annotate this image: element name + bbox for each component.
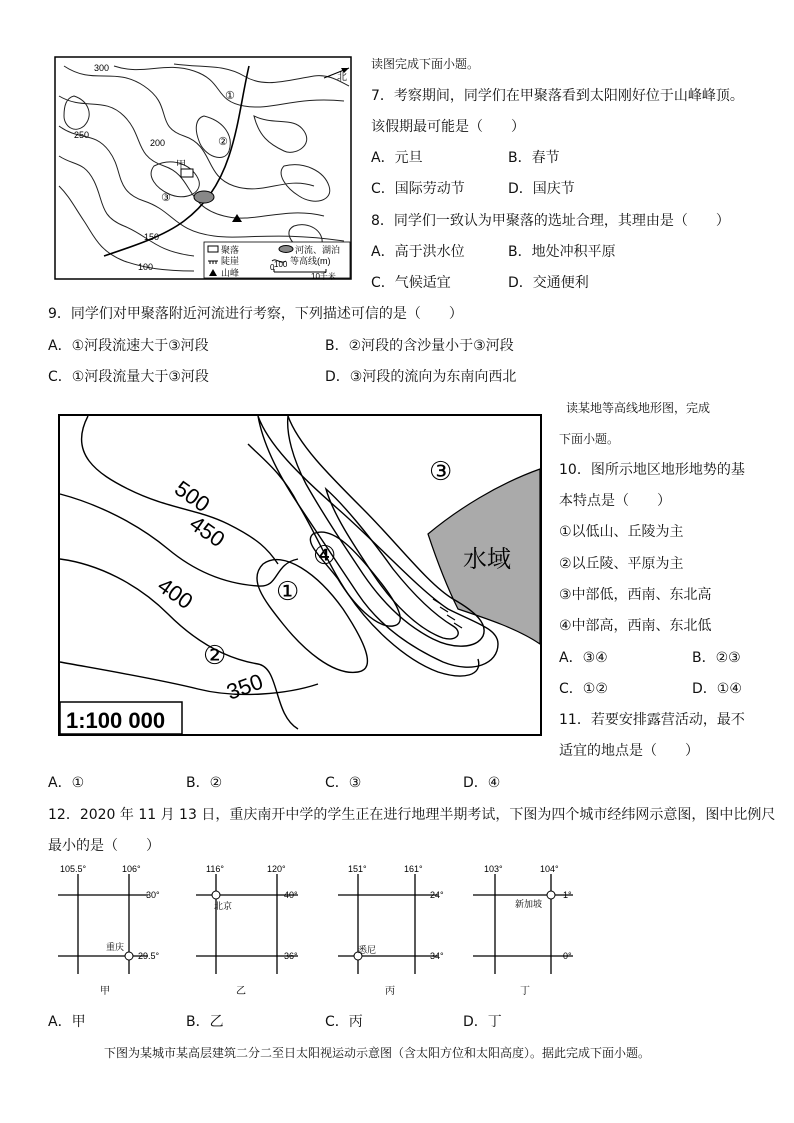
grid4-lat1: 1° bbox=[563, 890, 572, 900]
grid1-label: 甲 bbox=[100, 986, 110, 997]
q10-stem-line1: 10．图所示地区地形地势的基 bbox=[559, 462, 745, 478]
grid2-city: 北京 bbox=[214, 901, 233, 911]
q11-option-c[interactable]: C．③ bbox=[325, 775, 362, 791]
legend-contour: 等高线(m) bbox=[290, 256, 331, 266]
q8-option-b[interactable]: B．地处冲积平原 bbox=[508, 244, 616, 260]
contour-400-label: 400 bbox=[153, 572, 198, 615]
contour-350-label: 350 bbox=[223, 668, 267, 705]
legend-settlement: 聚落 bbox=[221, 245, 240, 255]
contour-100-label: 100 bbox=[138, 262, 154, 272]
q7-option-d[interactable]: D．国庆节 bbox=[508, 181, 575, 197]
grid1-city: 重庆 bbox=[106, 942, 125, 952]
q12-option-c[interactable]: C．丙 bbox=[325, 1014, 363, 1030]
q10-statement-4: ④中部高，西南、东北低 bbox=[559, 618, 712, 634]
grid4-lat2: 0° bbox=[563, 951, 572, 961]
q10-intro-line1: 读某地等高线地形图，完成 bbox=[566, 401, 711, 415]
grid4-city: 新加坡 bbox=[515, 899, 543, 909]
q7-stem-line2: 该假期最可能是（ ） bbox=[371, 119, 525, 135]
grid3-lon2: 161° bbox=[404, 864, 423, 874]
north-label: 北 bbox=[337, 72, 347, 83]
topographic-map-2 bbox=[58, 414, 542, 736]
contour-250-label: 250 bbox=[74, 130, 90, 140]
q8-option-a[interactable]: A．高于洪水位 bbox=[371, 244, 465, 260]
q11-option-a[interactable]: A．① bbox=[48, 775, 85, 791]
legend-peak: 山峰 bbox=[221, 268, 240, 278]
grid3-city: 悉尼 bbox=[358, 945, 377, 955]
village-jia-label: 甲 bbox=[176, 160, 186, 171]
q8-option-c[interactable]: C．气候适宜 bbox=[371, 275, 451, 291]
q11-stem-line2: 适宜的地点是（ ） bbox=[559, 743, 699, 759]
grid3-lon1: 151° bbox=[348, 864, 367, 874]
q11-option-b[interactable]: B．② bbox=[186, 775, 223, 791]
q12-option-b[interactable]: B．乙 bbox=[186, 1014, 224, 1030]
legend-scale-end: 10千米 bbox=[311, 272, 336, 280]
q9-option-b[interactable]: B．②河段的含沙量小于③河段 bbox=[325, 338, 514, 354]
q10-statement-2: ②以丘陵、平原为主 bbox=[559, 556, 684, 572]
marker-3: ③ bbox=[161, 192, 171, 204]
contour-150-label: 150 bbox=[144, 232, 160, 242]
q11-option-d[interactable]: D．④ bbox=[463, 775, 501, 791]
marker-1: ① bbox=[225, 90, 235, 102]
marker-2: ② bbox=[203, 640, 227, 670]
q9-option-a[interactable]: A．①河段流速大于③河段 bbox=[48, 338, 209, 354]
grid2-lat1: 40° bbox=[284, 890, 298, 900]
marker-3: ③ bbox=[429, 456, 453, 486]
q8-stem: 8．同学们一致认为甲聚落的选址合理，其理由是（ ） bbox=[371, 213, 730, 229]
legend-contour-sample: 100 bbox=[274, 260, 288, 269]
scale-label: 1:100 000 bbox=[66, 708, 166, 733]
marker-2: ② bbox=[218, 136, 228, 148]
next-question-intro: 下图为某城市某高层建筑二分二至日太阳视运动示意图（含太阳方位和太阳高度）。据此完成下面小题。 bbox=[104, 1046, 651, 1060]
q12-stem-line1: 12．2020 年 11 月 13 日，重庆南开中学的学生正在进行地理半期考试，下图为四个城市经纬网示意图，图中比例尺 bbox=[48, 807, 776, 823]
q7-option-c[interactable]: C．国际劳动节 bbox=[371, 181, 465, 197]
q7-option-a[interactable]: A．元旦 bbox=[371, 150, 423, 166]
grid2-lat2: 36° bbox=[284, 951, 298, 961]
marker-1: ① bbox=[276, 576, 300, 606]
grid3-lat1: 24° bbox=[430, 890, 444, 900]
q10-option-c[interactable]: C．①② bbox=[559, 681, 608, 697]
contour-450-label: 450 bbox=[185, 510, 230, 553]
q10-option-b[interactable]: B．②③ bbox=[692, 650, 741, 666]
q12-option-a[interactable]: A．甲 bbox=[48, 1014, 86, 1030]
q10-intro-line2: 下面小题。 bbox=[559, 432, 620, 446]
legend-cliff: 陡崖 bbox=[221, 256, 240, 266]
grid1-lat2: 29.5° bbox=[138, 951, 160, 961]
q7-option-b[interactable]: B．春节 bbox=[508, 150, 560, 166]
q11-stem-line1: 11．若要安排露营活动，最不 bbox=[559, 712, 745, 728]
grid1-lon1: 105.5° bbox=[60, 864, 87, 874]
grid2-label: 乙 bbox=[236, 986, 246, 997]
marker-4: ④ bbox=[313, 540, 337, 570]
grid4-label: 丁 bbox=[520, 986, 530, 997]
graticule-grids bbox=[48, 862, 608, 1000]
q12-option-d[interactable]: D．丁 bbox=[463, 1014, 502, 1030]
contour-500-label: 500 bbox=[170, 475, 215, 518]
grid2-lon1: 116° bbox=[206, 864, 224, 874]
contour-200-label: 200 bbox=[150, 138, 166, 148]
water-label: 水域 bbox=[463, 546, 511, 573]
q7-intro: 读图完成下面小题。 bbox=[371, 57, 480, 71]
q8-option-d[interactable]: D．交通便利 bbox=[508, 275, 589, 291]
q10-statement-1: ①以低山、丘陵为主 bbox=[559, 524, 684, 540]
q12-stem-line2: 最小的是（ ） bbox=[48, 838, 160, 854]
topographic-map-1 bbox=[54, 56, 352, 280]
grid3-lat2: 34° bbox=[430, 951, 444, 961]
q10-option-d[interactable]: D．①④ bbox=[692, 681, 742, 697]
q10-option-a[interactable]: A．③④ bbox=[559, 650, 608, 666]
q9-option-c[interactable]: C．①河段流量大于③河段 bbox=[48, 369, 209, 385]
q9-stem: 9．同学们对甲聚落附近河流进行考察，下列描述可信的是（ ） bbox=[48, 306, 463, 322]
contour-300-label: 300 bbox=[94, 63, 110, 73]
grid4-lon2: 104° bbox=[540, 864, 559, 874]
grid1-lon2: 106° bbox=[122, 864, 141, 874]
legend-river-lake: 河流、湖泊 bbox=[295, 245, 341, 255]
grid1-lat1: 30° bbox=[146, 890, 160, 900]
grid2-lon2: 120° bbox=[267, 864, 286, 874]
q9-option-d[interactable]: D．③河段的流向为东南向西北 bbox=[325, 369, 517, 385]
grid4-lon1: 103° bbox=[484, 864, 503, 874]
q10-statement-3: ③中部低，西南、东北高 bbox=[559, 587, 712, 603]
legend-scale-start: 0 bbox=[270, 263, 275, 272]
q10-stem-line2: 本特点是（ ） bbox=[559, 493, 671, 509]
q7-stem-line1: 7．考察期间，同学们在甲聚落看到太阳刚好位于山峰峰顶。 bbox=[371, 88, 744, 104]
grid3-label: 丙 bbox=[385, 986, 395, 997]
